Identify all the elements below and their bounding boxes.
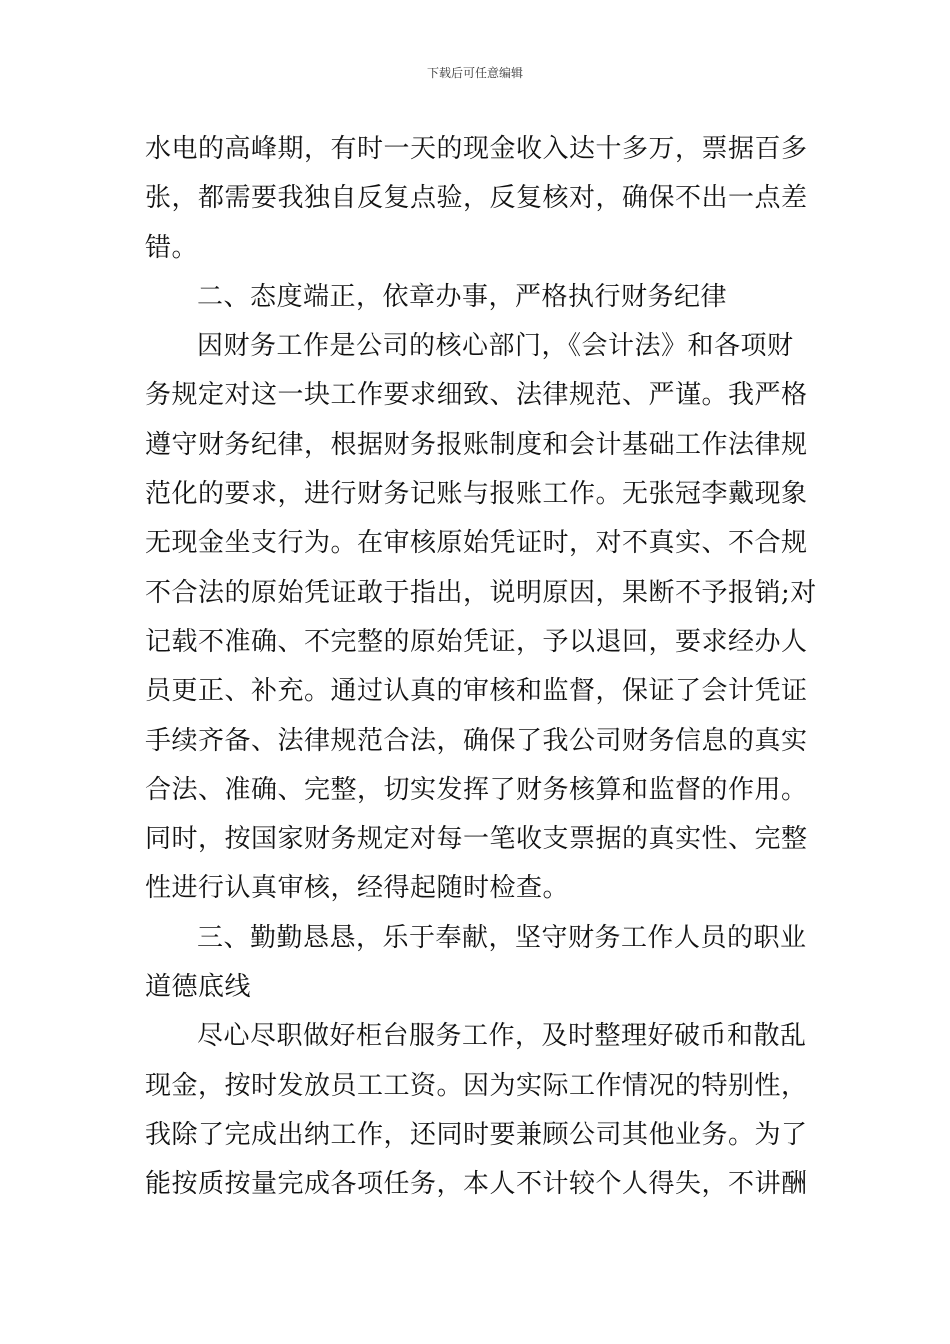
- text-line: 水电的高峰期，有时一天的现金收入达十多万，票据百多: [145, 134, 808, 164]
- text-line: 合法、准确、完整，切实发挥了财务核算和监督的作用。: [145, 774, 808, 805]
- text-line: 尽心尽职做好柜台服务工作，及时整理好破币和散乱: [197, 1021, 807, 1052]
- text-line: 能按质按量完成各项任务，本人不计较个人得失，不讲酬: [145, 1169, 808, 1200]
- text-line: 遵守财务纪律，根据财务报账制度和会计基础工作法律规: [145, 429, 808, 460]
- text-line: 现金，按时发放员工工资。因为实际工作情况的特别性，: [145, 1070, 808, 1101]
- page-header: 下载后可任意编辑: [426, 66, 523, 80]
- text-line: 务规定对这一块工作要求细致、法律规范、严谨。我严格: [145, 380, 808, 411]
- text-line: 错。: [145, 232, 199, 263]
- text-line: 性进行认真审核，经得起随时检查。: [145, 873, 570, 904]
- text-line: 张，都需要我独自反复点验，反复核对，确保不出一点差: [145, 183, 808, 214]
- document-body: [145, 125, 817, 1210]
- section-heading-2: 二、态度端正，依章办事，严格执行财务纪律: [197, 281, 728, 312]
- text-line: 范化的要求，进行财务记账与报账工作。无张冠李戴现象: [145, 479, 808, 510]
- text-line: 我除了完成出纳工作，还同时要兼顾公司其他业务。为了: [145, 1119, 808, 1150]
- section-heading-3: 三、勤勤恳恳，乐于奉献，坚守财务工作人员的职业: [197, 922, 807, 953]
- text-line: 道德底线: [145, 972, 252, 1003]
- text-line: 手续齐备、法律规范合法，确保了我公司财务信息的真实: [145, 725, 808, 756]
- text-line: 同时，按国家财务规定对每一笔收支票据的真实性、完整: [145, 824, 808, 855]
- text-line: 因财务工作是公司的核心部门，《会计法》和各项财: [197, 331, 794, 362]
- text-line: 员更正、补充。通过认真的审核和监督，保证了会计凭证: [145, 676, 808, 707]
- text-line: 记载不准确、不完整的原始凭证，予以退回，要求经办人: [145, 626, 808, 657]
- text-line: 无现金坐支行为。在审核原始凭证时，对不真实、不合规: [145, 528, 808, 559]
- text-line: 不合法的原始凭证敢于指出，说明原因，果断不予报销;对: [145, 577, 817, 608]
